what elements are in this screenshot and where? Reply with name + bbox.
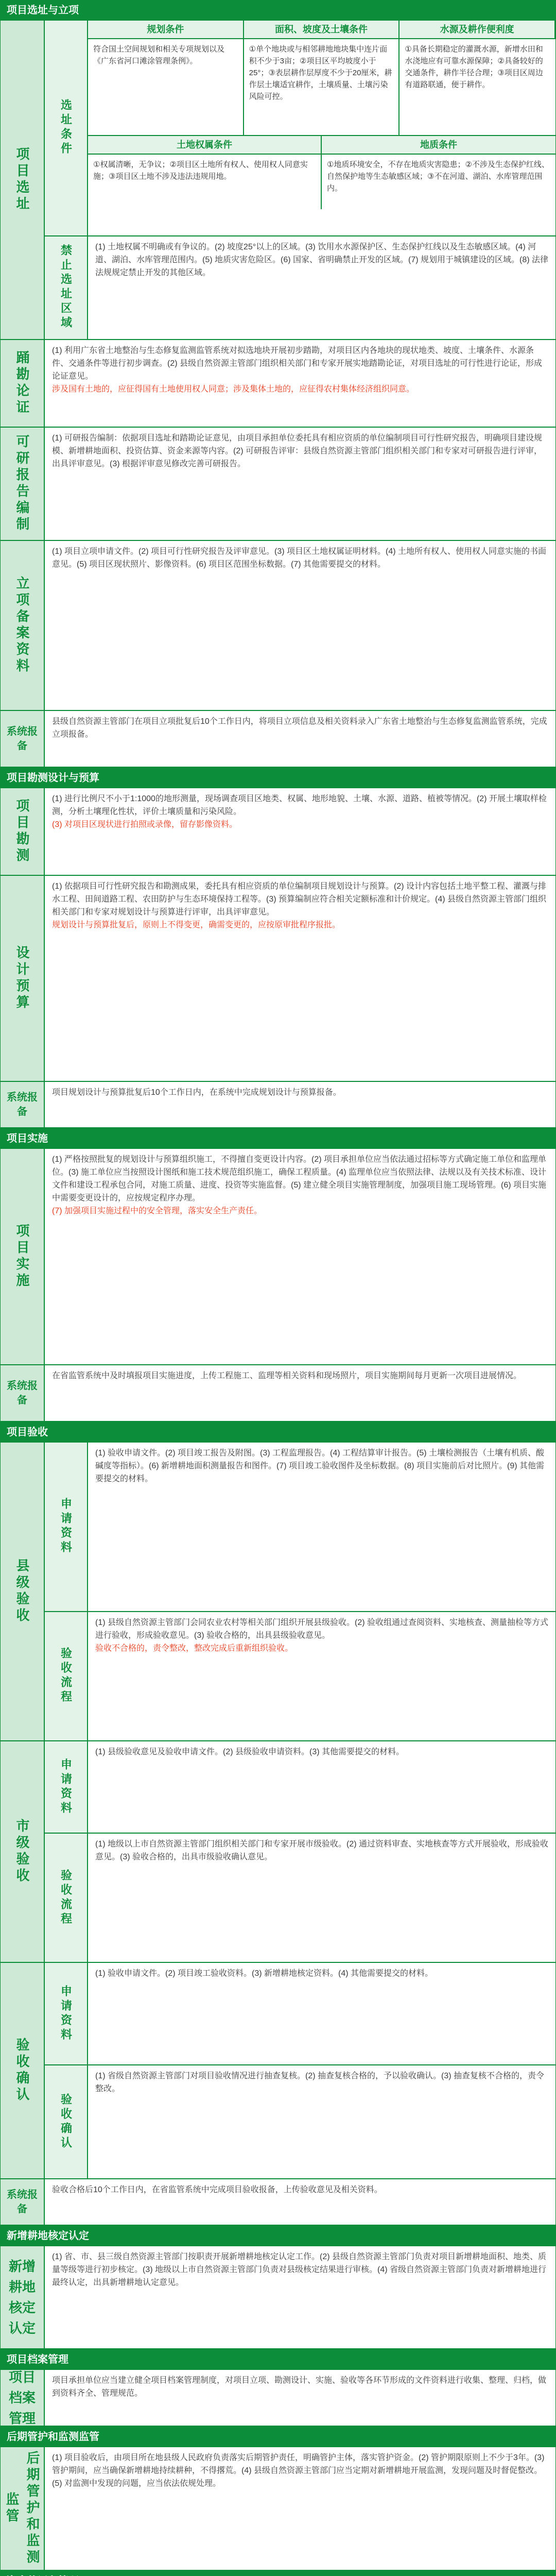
site-condition-grid	[88, 21, 555, 135]
project-survey-text: (1) 进行比例尺不小于1:1000的地形测量，现场调查项目区地类、权属、地形地貌、土壤、水源、道路、植被等情况。(2) 开展土壤取样检测，分析土壤理化性状，评价土壤质量和污染风险。	[52, 794, 547, 816]
section-header-new-farmland: 新增耕地核定认定	[1, 2226, 555, 2246]
row-project-survey	[1, 788, 555, 876]
city-acceptance-nested	[45, 1741, 555, 1962]
row-city-acceptance	[1, 1741, 555, 1963]
row-acceptance-confirmation	[1, 1963, 555, 2179]
water-text: ①具备长期稳定的灌溉水源，新增水田和水浇地应有可靠水源保障；②具备较好的交通条件，耕作半径合理；③项目区周边有道路联通，便于耕作。	[405, 45, 543, 89]
survey-demonstration-highlight: 涉及国有土地的，应征得国有土地使用权人同意；涉及集体土地的，应征得农村集体经济组织同意。	[52, 385, 415, 394]
county-process-body	[88, 1612, 555, 1740]
area-head: 面积、坡度及土壤条件	[244, 21, 400, 39]
row-city-materials	[45, 1741, 555, 1834]
section-header-survey-design: 项目勘测设计与预算	[1, 768, 555, 788]
implementation-highlight: (7) 加强项目实施过程中的安全管理，落实安全生产责任。	[52, 1207, 263, 1215]
category-system-filing-2: 系统报备	[1, 1082, 45, 1127]
row-survey-demonstration	[1, 340, 555, 428]
site-condition-grid-wrap	[88, 21, 555, 235]
category-design-budget: 设计预算	[1, 876, 45, 1081]
category-survey-demonstration: 踊勘论证	[1, 340, 45, 427]
land-head: 土地权属条件	[88, 135, 322, 155]
implementation-text: (1) 严格按照批复的规划设计与预算组织施工，不得擅自变更设计内容。(2) 项目承担单位应当依法通过招标等方式确定施工单位和监理单位。(3) 施工单位应当按照设计图纸和施工技术规范组织施工，确保工程质量。(4) 监理单位应当依照法律、法规以及有关技术标准、设计文件和建设工程承包合同，对施工质量、进度、投资等实施监督。(5) 建立健全项目实施管理制度，加强项目施工现场管理。(6) 项目实施中需要变更设计的，应按规定程序办理。	[52, 1155, 547, 1202]
sub-county-materials: 申请资料	[45, 1443, 88, 1611]
sub-city-materials: 申请资料	[45, 1741, 88, 1833]
county-process-highlight: 验收不合格的，责令整改，整改完成后重新组织验收。	[95, 1643, 293, 1653]
confirmation-materials-text: (1) 验收申请文件。(2) 项目竣工验收资料。(3) 新增耕地核定资料。(4) 其他需要提交的材料。	[95, 1969, 433, 1978]
row-implementation	[1, 1149, 555, 1365]
area-text: ①单个地块或与相邻耕地地块集中连片面积不少于3亩；②项目区平均坡度小于25°；③表层耕作层厚度不少于20厘米，耕作层土壤适宜耕作，土壤质量、土壤污染风险可控。	[244, 39, 400, 135]
category-archives: 项目档案管理	[1, 2370, 45, 2426]
row-approval-materials	[1, 541, 555, 711]
design-budget-highlight: 规划设计与预算批复后，原则上不得变更，确需变更的，应按原审批程序报批。	[52, 921, 341, 929]
system-filing-1-text: 县级自然资源主管部门在项目立项批复后10个工作日内，将项目立项信息及相关资料录入广东省土地整治与生态修复监测监管系统，完成立项报备。	[52, 717, 547, 739]
row-county-process	[45, 1612, 555, 1740]
row-archives	[1, 2370, 555, 2427]
implementation-body	[45, 1149, 555, 1364]
row-project-site	[1, 21, 555, 340]
category-system-filing-3: 系统报备	[1, 1365, 45, 1421]
category-acceptance-confirmation: 验收确认	[1, 1963, 45, 2178]
new-farmland-text: (1) 省、市、县三级自然资源主管部门按职责开展新增耕地核定认定工作。(2) 县级自然资源主管部门负责对项目新增耕地面积、地类、质量等级等进行初步核定。(3) 地级以上市自然资源主管部门负责对县级核定结果进行审核。(4) 省级自然资源主管部门负责对新增耕地进行最终认定，出具新增耕地认定意见。	[52, 2252, 547, 2287]
planning-text: 符合国土空间规划和相关专项规划以及《广东省河口滩涂管理条例》。	[88, 39, 244, 135]
section-header-archives: 项目档案管理	[1, 2349, 555, 2370]
maintenance-text: (1) 项目验收后，由项目所在地县级人民政府负责落实后期管护责任，明确管护主体，落实管护资金。(2) 管护期限原则上不少于3年。(3) 管护期间，应当确保新增耕地持续耕种，不得撂荒。(4) 县级自然资源主管部门应当定期对新增耕地开展监测，发现问题及时督促整改。(5) 对监测中发现的问题，应当依法依规处理。	[52, 2453, 545, 2488]
row-county-acceptance	[1, 1443, 555, 1741]
category-approval-materials: 立项备案资料	[1, 541, 45, 710]
row-maintenance	[1, 2447, 555, 2571]
sub-county-process: 验收流程	[45, 1612, 88, 1740]
planning-head: 规划条件	[88, 21, 244, 39]
system-filing-3-text: 在省监管系统中及时填报项目实施进度，上传工程施工、监理等相关资料和现场照片，项目实施期间每月更新一次项目进展情况。	[52, 1371, 522, 1380]
system-filing-2-text: 项目规划设计与预算批复后10个工作日内，在系统中完成规划设计与预算报备。	[52, 1088, 341, 1097]
survey-demonstration-body	[45, 340, 555, 427]
row-confirmation-process	[45, 2065, 555, 2178]
category-system-filing-4: 系统报备	[1, 2179, 45, 2225]
approval-materials-text: (1) 项目立项申请文件。(2) 项目可行性研究报告及评审意见。(3) 项目区土地权属证明材料。(4) 土地所有权人、使用权人同意实施的书面意见。(5) 项目区现状照片、影像资料。(6) 项目区范围坐标数据。(7) 其他需要提交的材料。	[52, 547, 547, 569]
row-system-filing-4	[1, 2179, 555, 2226]
section-header-maintenance: 后期管护和监测监管	[1, 2427, 555, 2447]
row-system-filing-1	[1, 711, 555, 768]
county-materials-text: (1) 验收申请文件。(2) 项目竣工报告及附图。(3) 工程监理报告。(4) 工程结算审计报告。(5) 土壤检测报告（土壤有机质、酸碱度等指标）。(6) 新增耕地面积测量报告和图件。(7) 项目竣工验收图件及坐标数据。(8) 项目实施前后对比照片。(9) 其他需要提交的材料。	[95, 1449, 545, 1483]
county-process-text: (1) 县级自然资源主管部门会同农业农村等相关部门组织开展县级验收。(2) 验收组通过查阅资料、实地核查、测量抽检等方式进行验收，形成验收意见。(3) 验收合格的，出具县级验收意见。	[95, 1618, 549, 1640]
section-header-xuanzhi: 项目选址与立项	[1, 0, 555, 21]
sub-banned-areas: 禁止选址区域	[45, 236, 88, 339]
row-banned-areas	[45, 236, 555, 339]
category-project-survey: 项目勘测	[1, 788, 45, 875]
design-budget-body	[45, 876, 555, 1081]
category-implementation: 项目实施	[1, 1149, 45, 1364]
row-county-materials	[45, 1443, 555, 1612]
banned-areas-text: (1) 土地权属不明确或有争议的。(2) 坡度25°以上的区域。(3) 饮用水水源保护区、生态保护红线以及生态敏感区域。(4) 河道、湖泊、水库管理范围内。(5) 地质灾害危险区。(6) 国家、省明确禁止开发的区域。(7) 规划用于城镇建设的区域。(8) 法律法规规定禁止开发的其他区域。	[95, 242, 549, 277]
row-system-filing-3	[1, 1365, 555, 1422]
city-materials-text: (1) 县级验收意见及验收申请文件。(2) 县级验收申请资料。(3) 其他需要提交的材料。	[95, 1748, 405, 1756]
category-system-filing-1: 系统报备	[1, 711, 45, 767]
row-new-farmland	[1, 2246, 555, 2349]
row-feasibility-report	[1, 428, 555, 541]
project-survey-highlight: (3) 对项目区现状进行拍照或录像，留存影像资料。	[52, 820, 238, 829]
geo-head: 地质条件	[322, 135, 555, 155]
category-project-site: 项目选址	[1, 21, 45, 339]
category-feasibility-report: 可研报告编制	[1, 428, 45, 540]
confirmation-nested	[45, 1963, 555, 2178]
section-header-funds	[1, 2571, 555, 2576]
row-site-conditions	[45, 21, 555, 236]
system-filing-4-text: 验收合格后10个工作日内，在省监管系统中完成项目验收报备，上传验收意见及相关资料。	[52, 2185, 383, 2194]
section-header-implementation: 项目实施	[1, 1128, 555, 1149]
confirmation-process-text: (1) 省级自然资源主管部门对项目验收情况进行抽查复核。(2) 抽查复核合格的，予以验收确认。(3) 抽查复核不合格的，责令整改。	[95, 2072, 545, 2094]
archives-text: 项目承担单位应当建立健全项目档案管理制度，对项目立项、勘测设计、实施、验收等各环节形成的文件资料进行收集、整理、归档，做到资料齐全、管理规范。	[52, 2376, 547, 2398]
sub-confirmation-materials: 申请资料	[45, 1963, 88, 2064]
row-city-process	[45, 1834, 555, 1962]
category-county-acceptance: 县级验收	[1, 1443, 45, 1740]
site-nested	[45, 21, 555, 339]
category-new-farmland: 新增耕地核定认定	[1, 2246, 45, 2348]
feasibility-report-text: (1) 可研报告编制：依据项目选址和踏勘论证意见，由项目承担单位委托具有相应资质的单位编制项目可行性研究报告，明确项目建设规模、新增耕地面积、投资估算、资金来源等内容。(2) 可研报告评审：县级自然资源主管部门组织相关部门和专家对可研报告进行评审，出具评审意见。(3) 根据评审意见修改完善可研报告。	[52, 434, 543, 468]
design-budget-text: (1) 依据项目可行性研究报告和勘测成果，委托具有相应资质的单位编制项目规划设计与预算。(2) 设计内容包括土地平整工程、灌溉与排水工程、田间道路工程、农田防护与生态环境保持工程等。(3) 预算编制应符合相关定额标准和计价规定。(4) 县级自然资源主管部门组织相关部门和专家对规划设计与预算进行评审，出具评审意见。	[52, 882, 547, 917]
category-maintenance: 后期管护和监测监管	[1, 2447, 45, 2570]
sub-site-conditions: 选址条件	[45, 21, 88, 235]
geo-text: ①地质环境安全，不存在地质灾害隐患；②不涉及生态保护红线、自然保护地等生态敏感区域；③不在河道、湖泊、水库管理范围内。	[327, 160, 549, 193]
city-process-text: (1) 地级以上市自然资源主管部门组织相关部门和专家开展市级验收。(2) 通过资料审查、实地核查等方式开展验收，形成验收意见。(3) 验收合格的，出具市级验收确认意见。	[95, 1840, 549, 1862]
section-header-acceptance: 项目验收	[1, 1422, 555, 1443]
category-city-acceptance: 市级验收	[1, 1741, 45, 1962]
land-text: ①权属清晰，无争议；②项目区土地所有权人、使用权人同意实施；③项目区土地不涉及违法违规用地。	[88, 155, 322, 209]
sub-confirmation-process: 验收确认	[45, 2065, 88, 2178]
survey-demonstration-text: (1) 利用广东省土地整治与生态修复监测监管系统对拟选地块开展初步踏勘，对项目区内各地块的现状地类、坡度、土壤条件、水源条件、交通条件等进行初步调查。(2) 县级自然资源主管部门组织相关部门和专家开展实地踏勘论证，对项目选址的可行性进行论证，形成论证意见。	[52, 346, 543, 381]
project-survey-body	[45, 788, 555, 875]
county-acceptance-nested	[45, 1443, 555, 1740]
row-confirmation-materials	[45, 1963, 555, 2065]
row-system-filing-2	[1, 1082, 555, 1128]
land-geo-grid	[88, 135, 555, 209]
row-design-budget	[1, 876, 555, 1082]
water-head: 水源及耕作便利度	[399, 21, 555, 39]
sub-city-process: 验收流程	[45, 1834, 88, 1962]
